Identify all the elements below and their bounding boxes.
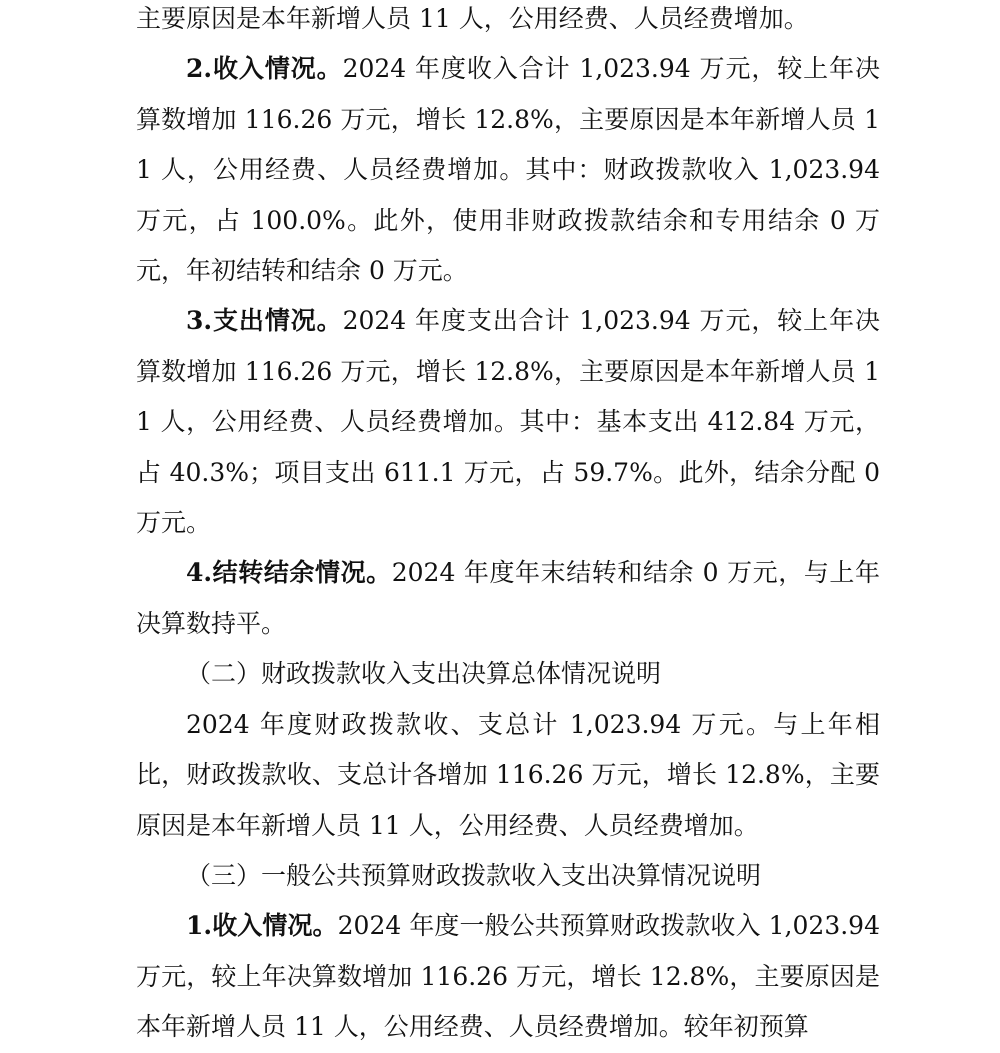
document-page <box>136 0 880 1053</box>
section3-income-paragraph <box>136 901 880 1052</box>
expenditure-label: 3.支出情况。 <box>186 306 343 336</box>
continuation-paragraph <box>136 0 880 44</box>
carryover-paragraph <box>136 548 880 649</box>
section3-income-label: 1.收入情况。 <box>186 911 338 941</box>
section2-heading: （二）财政拨款收入支出决算总体情况说明 <box>186 659 662 689</box>
carryover-label: 4.结转结余情况。 <box>186 558 392 588</box>
continuation-text: 主要原因是本年新增人员 11 人，公用经费、人员经费增加。 <box>136 4 809 33</box>
section2-paragraph <box>136 700 880 851</box>
expenditure-text: 2024 年度支出合计 1,023.94 万元，较上年决算数增加 116.26 万元，增长 12.8%，主要原因是本年新增人员 11 人，公用经费、人员经费增加。其中：基本支出 412.84 万元，占 40.3%；项目支出 611.1 万元，占 59.7%。此外，结余分配 0 万元。 <box>136 306 880 538</box>
expenditure-paragraph <box>136 296 880 548</box>
income-label: 2.收入情况。 <box>186 54 343 84</box>
section3-heading: （三）一般公共预算财政拨款收入支出决算情况说明 <box>186 860 762 890</box>
section3-income-text: 2024 年度一般公共预算财政拨款收入 1,023.94 万元，较上年决算数增加 116.26 万元，增长 12.8%，主要原因是本年新增人员 11 人，公用经费、人员经费增加。较年初预算 <box>136 911 880 1042</box>
section2-text: 2024 年度财政拨款收、支总计 1,023.94 万元。与上年相比，财政拨款收、支总计各增加 116.26 万元，增长 12.8%，主要原因是本年新增人员 11 人，公用经费、人员经费增加。 <box>136 709 880 840</box>
carryover-text: 2024 年度年末结转和结余 0 万元，与上年决算数持平。 <box>136 558 880 638</box>
income-paragraph <box>136 44 880 296</box>
income-text: 2024 年度收入合计 1,023.94 万元，较上年决算数增加 116.26 万元，增长 12.8%，主要原因是本年新增人员 11 人，公用经费、人员经费增加。其中：财政拨款收入 1,023.94 万元，占 100.0%。此外，使用非财政拨款结余和专用结余 0 万元，年初结转和结余 0 万元。 <box>136 54 880 286</box>
